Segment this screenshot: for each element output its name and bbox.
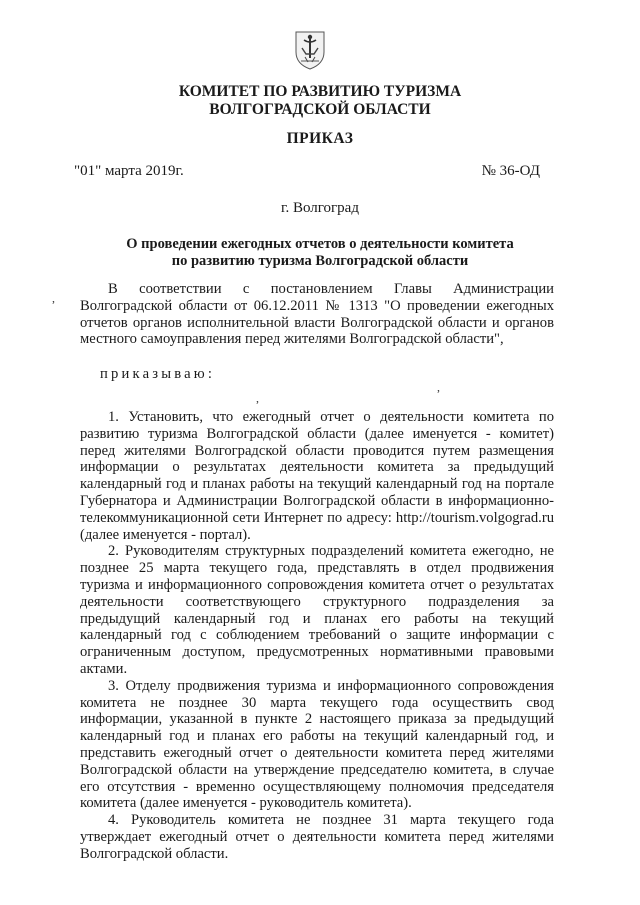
organization-name-line2: ВОЛГОГРАДСКОЙ ОБЛАСТИ bbox=[209, 101, 431, 118]
scan-speck: , bbox=[52, 291, 55, 305]
document-type-title: ПРИКАЗ bbox=[286, 130, 354, 147]
document-number: № 36-ОД bbox=[481, 163, 540, 179]
order-item-2: 2. Руководителям структурных подразделений комитета ежегодно, не позднее 25 марта текущего года, представлять в отдел продвижения туризма и информационного сопровождения комитета отчет о результатах деятельности соответствующего структурного подразделения за предыдущий календарный год и планах его работы на текущий календарный год с соблюдением требований о защите информации с ограниченным доступом, предусмотренных нормативными правовыми актами. bbox=[80, 543, 554, 677]
organization-name-line1: КОМИТЕТ ПО РАЗВИТИЮ ТУРИЗМА bbox=[178, 83, 462, 100]
preamble-paragraph: В соответствии с постановлением Главы Администрации Волгоградской области от 06.12.2011 № 1313 "О проведении ежегодных отчетов органов исполнительной власти Волгоградской области и органов местного самоуправления перед жителями Волгоградской области", bbox=[80, 281, 554, 348]
scan-speck: , bbox=[256, 391, 259, 405]
order-word: приказываю: bbox=[100, 366, 216, 383]
subject-line1: О проведении ежегодных отчетов о деятельности комитета bbox=[126, 236, 514, 252]
order-item-4: 4. Руководитель комитета не позднее 31 марта текущего года утверждает ежегодный отчет о деятельности комитета перед жителями Волгоградской области. bbox=[80, 812, 554, 862]
document-body bbox=[80, 281, 554, 863]
scan-speck: , bbox=[437, 380, 440, 394]
order-item-1: 1. Установить, что ежегодный отчет о деятельности комитета по развитию туризма Волгоградской области (далее именуется - комитет) перед жителями Волгоградской области проводится путем размещения информации о результатах деятельности комитета за предыдущий календарный год и планах работы на текущий календарный год на портале Губернатора и Администрации Волгоградской области в информационно-телекоммуникационной сети Интернет по адресу: http://tourism.volgograd.ru (далее именуется - портал). bbox=[80, 408, 554, 543]
order-item-3: 3. Отделу продвижения туризма и информационного сопровождения комитета не позднее 30 марта текущего года осуществить свод информации, указанной в пункте 2 настоящего приказа за предыдущий календарный год и планах его работы на текущий календарный год, и представить ежегодный отчет о деятельности комитета перед жителями Волгоградской области на утверждение председателю комитета, в случае его отсутствия - временно осуществляющему полномочия председателя комитета (далее именуется - руководитель комитета). bbox=[80, 677, 554, 812]
coat-of-arms-emblem bbox=[293, 28, 327, 70]
subject-line2: по развитию туризма Волгоградской области bbox=[171, 253, 469, 269]
document-date: "01" марта 2019г. bbox=[74, 163, 184, 179]
document-city: г. Волгоград bbox=[281, 200, 359, 216]
